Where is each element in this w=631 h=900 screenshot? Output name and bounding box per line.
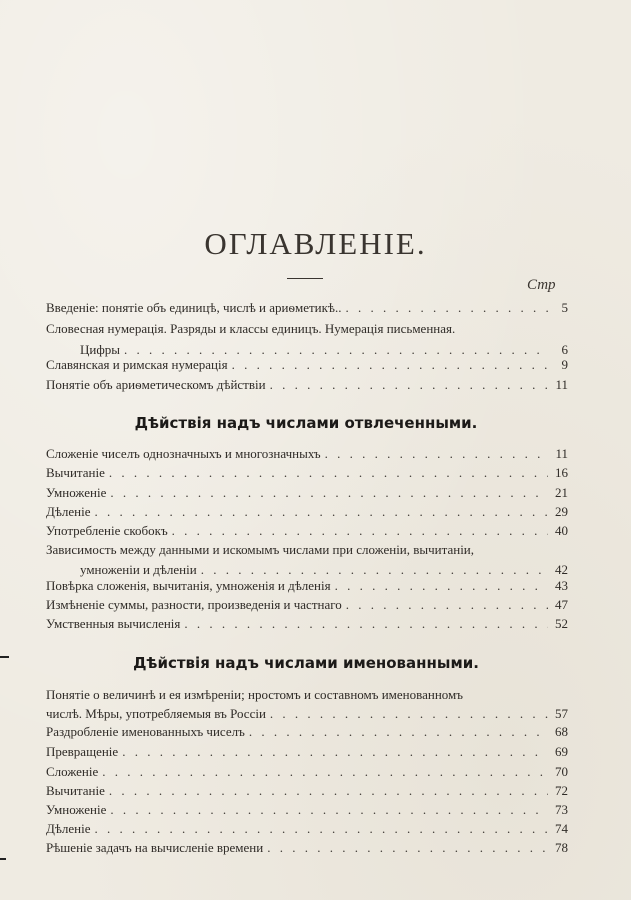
- toc-entry-page: 29: [555, 504, 568, 519]
- toc-entry-page: 68: [555, 724, 568, 739]
- toc-entry-page: 11: [555, 446, 568, 461]
- toc-entry: [46, 743, 568, 761]
- toc-entry-text: Умственныя вычисленія: [46, 616, 181, 631]
- leader-dots: [109, 782, 548, 800]
- toc-entry: [46, 839, 568, 857]
- toc-entry-text: Вычитаніе: [46, 783, 105, 798]
- toc-entry: [46, 541, 568, 579]
- toc-entry-text: Введеніе: понятіе объ единицѣ, числѣ и ариѳметикѣ..: [46, 300, 342, 315]
- toc-entry: [46, 464, 568, 482]
- leader-dots: [110, 801, 548, 819]
- toc-entry: [46, 376, 568, 394]
- toc-entry-text: Умноженіе: [46, 802, 107, 817]
- toc-entry-text: Раздробленіе именованныхъ чиселъ: [46, 724, 245, 739]
- leader-dots: [270, 376, 548, 394]
- toc-entry: [46, 596, 568, 614]
- toc-entry-text: числѣ. Мѣры, употребляемыя въ Россіи: [46, 706, 266, 721]
- toc-entry: [46, 763, 568, 781]
- leader-dots: [267, 839, 548, 857]
- leader-dots: [249, 723, 548, 741]
- toc-entry-text: Дѣленіе: [46, 504, 91, 519]
- title-rule: [287, 278, 323, 279]
- toc-entry-text: Повѣрка сложенія, вычитанія, умноженія и дѣленія: [46, 578, 331, 593]
- toc-entry-page: 73: [555, 802, 568, 817]
- toc-entry-page: 40: [555, 523, 568, 538]
- toc-entry: [46, 503, 568, 521]
- toc-entry-text: Зависимость между данными и искомымъ числами при сложеніи, вычитаніи,: [46, 542, 475, 557]
- toc-entry-text: Дѣленіе: [46, 821, 91, 836]
- leader-dots: [346, 299, 549, 317]
- leader-dots: [172, 522, 548, 540]
- page-column-label: Стр: [527, 277, 556, 293]
- toc-entry: [46, 615, 568, 633]
- margin-mark: [0, 858, 6, 860]
- leader-dots: [95, 820, 548, 838]
- toc-entry-page: 47: [555, 597, 568, 612]
- leader-dots: [325, 445, 548, 463]
- toc-entry-text: Вычитаніе: [46, 465, 105, 480]
- toc-entry-text: Словесная нумерація. Разряды и классы единицъ. Нумерація письменная.: [46, 321, 456, 336]
- toc-entry: [46, 801, 568, 819]
- leader-dots: [346, 596, 548, 614]
- toc-entry-text: Сложеніе чиселъ однозначныхъ и многозначныхъ: [46, 446, 321, 461]
- toc-entry-page: 78: [555, 840, 568, 855]
- toc-entry: [46, 782, 568, 800]
- leader-dots: [335, 577, 548, 595]
- margin-mark: [0, 656, 9, 658]
- toc-entry-text: Умноженіе: [46, 485, 107, 500]
- toc-entry: [46, 299, 568, 317]
- toc-entry: [46, 686, 568, 723]
- leader-dots: [109, 464, 548, 482]
- toc-entry-page: 43: [555, 578, 568, 593]
- toc-entry-text: Сложеніе: [46, 764, 99, 779]
- leader-dots: [95, 503, 548, 521]
- toc-entry: [46, 522, 568, 540]
- toc-entry: [46, 723, 568, 741]
- toc-entry-page: 57: [555, 706, 568, 721]
- toc-entry: [46, 356, 568, 374]
- toc-entry-page: 5: [561, 300, 568, 315]
- toc-entry-page: 11: [555, 377, 568, 392]
- toc-entry-page: 72: [555, 783, 568, 798]
- leader-dots: [110, 484, 548, 502]
- toc-entry: [46, 445, 568, 463]
- toc-entry-page: 69: [555, 744, 568, 759]
- toc-entry-page: 9: [561, 357, 568, 372]
- toc-entry-page: 74: [555, 821, 568, 836]
- toc-entry-page: 6: [561, 342, 568, 357]
- toc-entry-page: 16: [555, 465, 568, 480]
- toc-entry-text: умноженіи и дѣленіи: [80, 562, 197, 577]
- toc-entry: [46, 320, 568, 359]
- leader-dots: [122, 743, 548, 761]
- leader-dots: [270, 705, 548, 723]
- page-title: ОГЛАВЛЕНІЕ.: [204, 226, 427, 261]
- leader-dots: [184, 615, 548, 633]
- section-heading: Дѣйствія надъ числами именованными.: [133, 654, 479, 672]
- section-heading: Дѣйствія надъ числами отвлеченными.: [134, 414, 478, 432]
- toc-entry-page: 70: [555, 764, 568, 779]
- toc-entry: [46, 484, 568, 502]
- toc-entry-text: Понятіе объ ариѳметическомъ дѣйствіи: [46, 377, 266, 392]
- toc-entry: [46, 820, 568, 838]
- toc-entry-text: Понятіе о величинѣ и ея измѣреніи; нростомъ и составномъ именованномъ: [46, 687, 463, 702]
- toc-entry-text: Цифры: [80, 342, 121, 357]
- toc-entry-text: Употребленіе скобокъ: [46, 523, 168, 538]
- leader-dots: [232, 356, 548, 374]
- toc-entry-page: 52: [555, 616, 568, 631]
- toc-entry-text: Превращеніе: [46, 744, 119, 759]
- toc-entry-page: 21: [555, 485, 568, 500]
- toc-entry: [46, 577, 568, 595]
- toc-entry-text: Измѣненіе суммы, разности, произведенія и частнаго: [46, 597, 342, 612]
- toc-entry-text: Славянская и римская нумерація: [46, 357, 228, 372]
- toc-entry-text: Рѣшеніе задачъ на вычисленіе времени: [46, 840, 264, 855]
- leader-dots: [102, 763, 548, 781]
- toc-entry-page: 42: [555, 562, 568, 577]
